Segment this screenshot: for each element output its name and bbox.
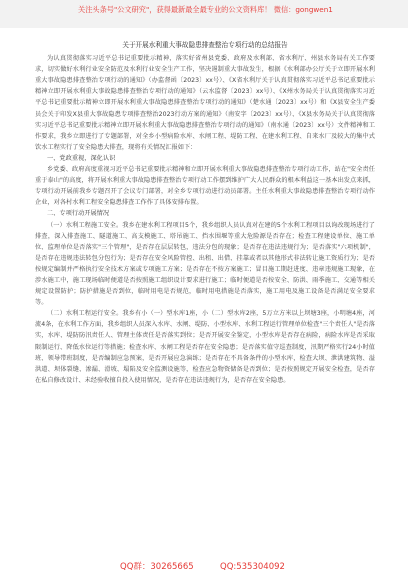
promo-line-1: 关注头条号"公文研究"，获得最新最全最专业的公文资料库！ 微信：gongwen1	[78, 5, 333, 14]
document-title: 关于开展水利重大事故隐患排查整治专项行动的总结报告	[122, 41, 288, 49]
section-heading-2: 二、专项行动开展情况	[47, 210, 110, 218]
document-body	[35, 40, 375, 386]
paragraph-intro: 为认真贯彻落实习近平总书记重要批示精神，落实好省州县党委、政府及水利部、省水利厅、州县水务局有关工作要求，切实做好水利行业安全防范及水利行业安全生产工作，坚决遏制重大事故发生，根据《水利部办公厅关于立即开展水利重大事故隐患排查整治专项行动的通知》（办监督函〔2023〕xx号）、《X省水利厅关于认真贯彻落实习近平总书记重要批示精神立即开展水利重大事故隐患排查整治专项行动的通知》（云水监督〔2023〕xx号）、《X州水务局关于认真贯彻落实习近平总书记重要批示精神立即开展水利重大事故隐患排查整治专项行动的通知》（楚水通〔2023〕xx号）和《X县安全生产委员会关于印发X县重大事故隐患专项排查整治2023行动方案的通知》（南安字〔2023〕xx号）、《X县水务局关于认真贯彻落实习近平总书记重要批示精神立即开展水利重大事故隐患排查整治专项行动的通知》（南水通〔2023〕xx号）文件精神和工作要求，我乡立即进行了专题部署，对全乡小型病险水库、水闸工程、堤防工程、在建水利工程、自来水厂及较大的集中式饮水工程实行了安全隐患大排查，现将有关情况汇报如下：	[35, 55, 375, 151]
paragraph-3: （二）水利工程运行安全。我乡有小（一）型水库1座，小（二）型水库2座，5万立方米以上坝塘3座，小明塘4座，河流4条，在水利工作方面，我乡组织人员深入水库、水闸、堤防、小型水库、水利工程运行管理单位检查"三个责任人"是否落实，水库、堤防防汛责任人、管理主体责任是否落实到位；是否开展安全鉴定，小型水库是否存在病险，病险水库是否采取限制运行、降低水位运行等措施；检查水库、水闸工程是否存在安全隐患；是否落实值守巡查制度，汛期严格实行24小时值班、领导带班制度，是否编制应急预案，是否开展应急演练；是否存在不具备条件的小型水库，检查大坝、泄洪建筑物、溢洪道、坝体裂缝、渗漏、滑坡、塌陷及安全监测设施等，检查应急物资储备是否到位；是否按照规定开展安全检查，是否存在私自修改设计、未经验收擅自投入使用情况，是否存在违法违规行为，是否存在安全隐患。	[35, 310, 375, 384]
qq-group: QQ群：30265665	[120, 562, 194, 572]
section-heading-1: 一、党政重视，深化认识	[47, 154, 116, 162]
paragraph-1: 乡党委、政府高度重视习近平总书记重要批示精神和立即开展水利重大事故隐患排查整治专项行动工作，站在"安全责任重于泰山"的高度，将开展水利重大事故隐患排查整治专项行动工作摆到维护广大人民群众的根本利益这一基本出发点来抓，专项行动开展前我乡专题召开了会议专门部署，对全乡专项行动进行动员部署。主任水利重大事故隐患排查整治专项行动作企业，对各村水利工程安全隐患排查工作作了具体安排布置。	[35, 166, 375, 207]
paragraph-2: （一）水利工程施工安全。我乡在建水利工程项目5个，我乡组织人员认真对在建的5个水利工程项目以询改现场进行了排查，深入排查施工、隧道施工、高支模施工、塔吊施工、挡水围堰等重大危险源是否存在；检查工程建设单位、施工单位、监理单位是否落实"三个管理"，是否存在层层转包，违法分包的现象；是否存在违法违规行为；是否落实"六项机制"，是否存在违规违法转包分包行为；是否存在安全风险管控、出租、出借、挂靠或者以其他形式非法转让施工资质行为；是否按规定编制并严格执行安全技术方案或专项施工方案；是否存在不按方案施工；冒目施工期赶进度、违章违规施工现象，在涉水施工中，施工现场临时便道是否按照施工组织设计要求进行施工；临时便道是否按安全、防洪、雨季施工、交通等相关规定设置防护；防护措施是否到位，临时用电是否规范，临时用电措施是否落实，施工用电及施工设备是否满足安全要求等。	[35, 221, 375, 307]
top-promo-text	[78, 5, 398, 25]
qq-number: QQ:535304092	[220, 562, 285, 572]
footer-contact	[0, 559, 408, 575]
